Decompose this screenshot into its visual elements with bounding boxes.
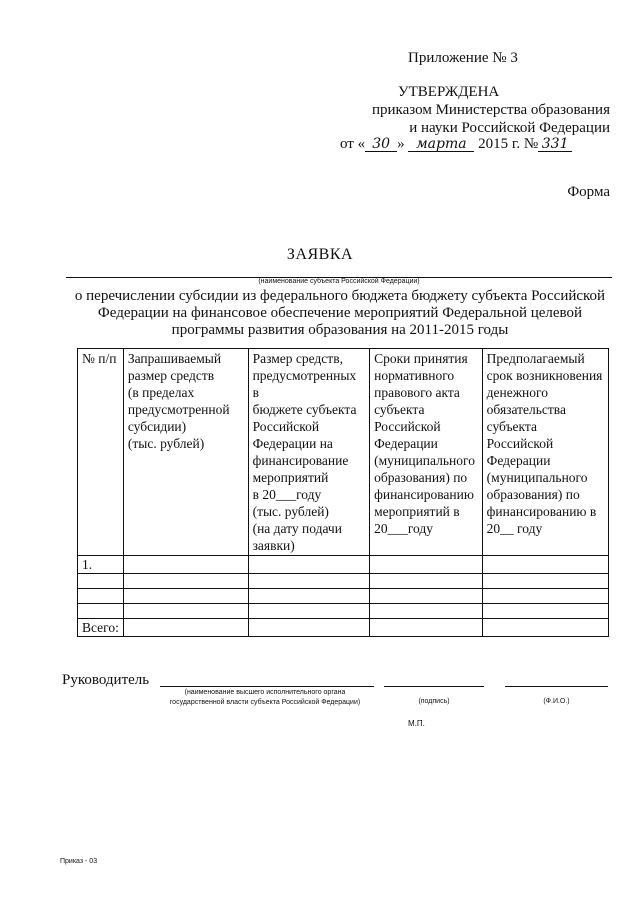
order-quote-close: »: [397, 136, 405, 152]
table-row: [78, 589, 609, 604]
table-cell: [123, 556, 248, 574]
header-number: № п/п: [78, 349, 124, 556]
table-cell: [248, 589, 370, 604]
table-cell: [123, 574, 248, 589]
table-cell: [123, 619, 248, 637]
document-subtitle: о перечислении субсидии из федерального бюджета бюджету субъекта Российской Федерации на финансовое обеспечение мероприятий Федеральной целевой программы развития образования на 2011-2015 годы: [74, 288, 606, 338]
table-row: [78, 604, 609, 619]
table-cell: [248, 556, 370, 574]
appendix-number: Приложение № 3: [408, 50, 518, 66]
table-cell: [482, 589, 608, 604]
header-obligation-date: Предполагаемый срок возникновения денежного обязательства субъекта Российской Федерации (муниципального образования) по финансированию в 20__ году: [482, 349, 608, 556]
subject-name-caption: (наименование субъекта Российской Федерации): [258, 278, 420, 285]
table-cell: [370, 589, 483, 604]
table-row: [78, 574, 609, 589]
table-cell: [248, 604, 370, 619]
head-label: Руководитель: [62, 672, 150, 688]
approved-heading: УТВЕРЖДЕНА: [398, 84, 500, 100]
document-title: ЗАЯВКА: [286, 246, 354, 263]
table-cell: [482, 604, 608, 619]
signature-caption: (подпись): [418, 698, 450, 705]
header-act-deadline: Сроки принятия нормативного правового акта субъекта Российской Федерации (муниципального образования) по финансированию мероприятий в 20___году: [370, 349, 483, 556]
org-name-caption: [140, 688, 390, 708]
table-cell: [370, 619, 483, 637]
table-cell: [78, 574, 124, 589]
approved-by-line-1: приказом Министерства образования: [372, 102, 610, 118]
table-cell: [248, 619, 370, 637]
table-cell: [370, 604, 483, 619]
footer-code: Приказ - 03: [60, 858, 98, 865]
order-month: марта: [408, 137, 474, 152]
table-cell: [78, 589, 124, 604]
order-date-line: [340, 136, 572, 153]
table-header-row: [78, 349, 609, 556]
table-cell: [248, 574, 370, 589]
row-number: 1.: [78, 556, 124, 574]
order-year: 2015 г. №: [478, 136, 539, 152]
table-cell: [123, 589, 248, 604]
table-total-row: [78, 619, 609, 637]
order-day: 30: [365, 137, 397, 152]
table-cell: [370, 556, 483, 574]
full-name-line: [505, 686, 608, 687]
table-cell: [370, 574, 483, 589]
request-table: [77, 348, 609, 637]
signature-line: [384, 686, 484, 687]
header-budget-amount: Размер средств, предусмотренных в бюджете субъекта Российской Федерации на финансирование мероприятий в 20___году (тыс. рублей) (на дату подачи заявки): [248, 349, 370, 556]
table-cell: [123, 604, 248, 619]
total-label: Всего:: [78, 619, 124, 637]
org-name-line: [160, 686, 374, 687]
order-prefix: от «: [340, 136, 366, 152]
stamp-place: М.П.: [408, 719, 425, 728]
approved-by-line-2: и науки Российской Федерации: [409, 120, 610, 136]
org-caption-line-1: (наименование высшего исполнительного органа: [184, 689, 346, 696]
table-cell: [78, 604, 124, 619]
order-number: 331: [538, 137, 572, 152]
org-caption-line-2: государственной власти субъекта Российской Федерации): [169, 699, 361, 706]
header-requested-amount: Запрашиваемый размер средств (в пределах предусмотренной субсидии) (тыс. рублей): [123, 349, 248, 556]
full-name-caption: (Ф.И.О.): [543, 698, 570, 705]
table-cell: [482, 556, 608, 574]
table-cell: [482, 619, 608, 637]
table-row: [78, 556, 609, 574]
form-label: Форма: [567, 184, 610, 200]
table-cell: [482, 574, 608, 589]
